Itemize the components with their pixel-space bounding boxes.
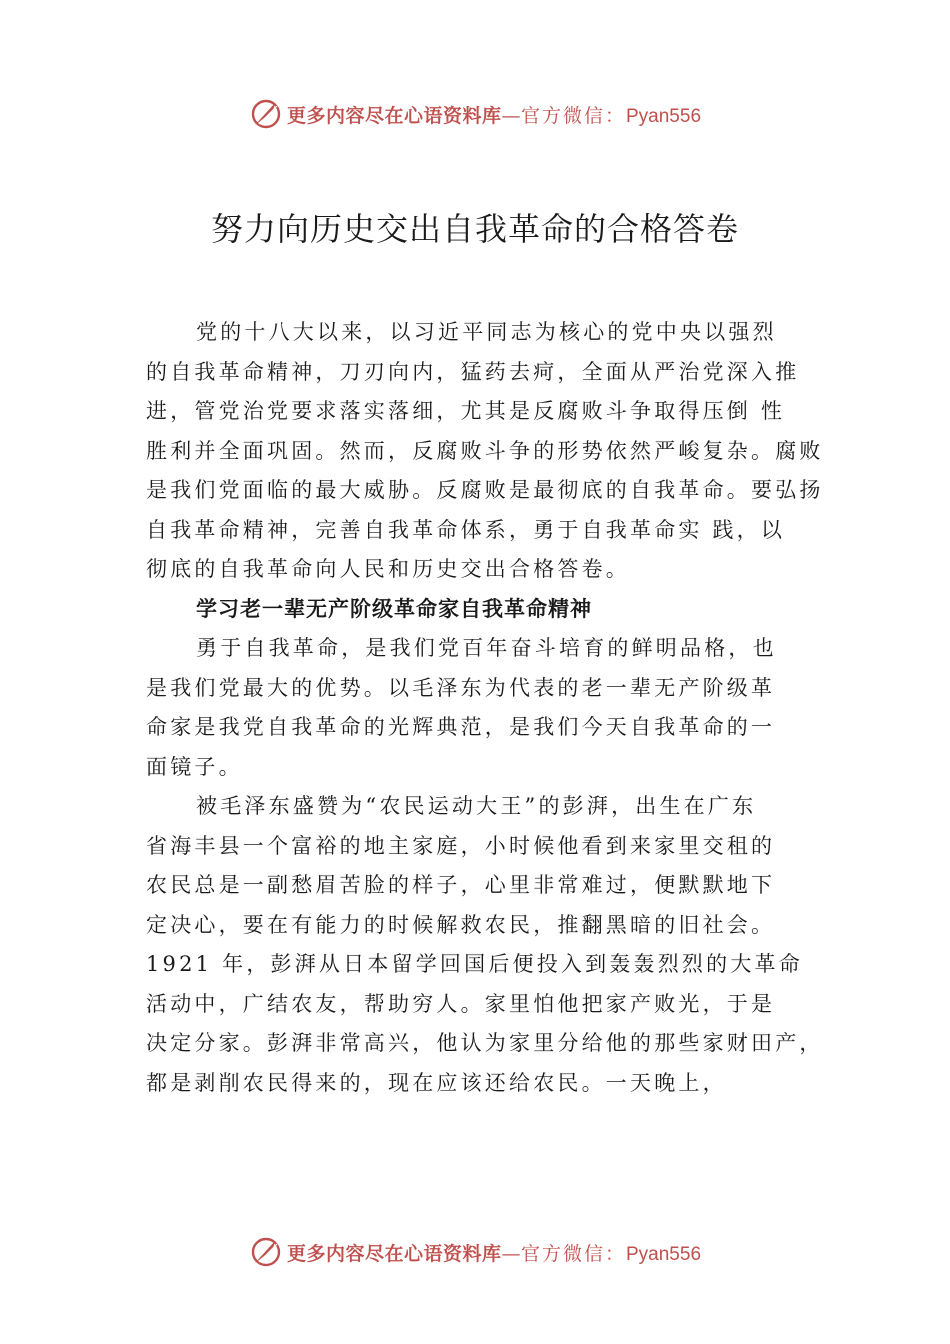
text-line: 农民总是一副愁眉苦脸的样子，心里非常难过，便默默地下 [146, 873, 776, 897]
text-line: 勇于自我革命，是我们党百年奋斗培育的鲜明品格，也 [196, 636, 777, 660]
text-line: 都是剥削农民得来的，现在应该还给农民。一天晚上， [146, 1070, 727, 1095]
section-heading: 学习老一辈无产阶级革命家自我革命精神 [196, 596, 592, 621]
banner-wechat-label: 官方微信： [520, 104, 626, 127]
document-body [146, 313, 836, 1103]
text-line: 是我们党面临的最大威胁。反腐败是最彻底的自我革命。要弘扬 [146, 478, 824, 502]
banner-wechat-id: Pyan556 [626, 105, 702, 127]
text-line: 自我革命精神，完善自我革命体系，勇于自我革命实 践，以 [146, 517, 786, 542]
banner-wechat-label: 官方微信： [520, 1242, 626, 1265]
banner-text [287, 101, 701, 128]
text-line: 是我们党最大的优势。以毛泽东为代表的老一辈无产阶级革 [146, 675, 776, 700]
banner-wechat-id: Pyan556 [626, 1243, 702, 1265]
text-line: 命家是我党自我革命的光辉典范，是我们今天自我革命的一 [146, 715, 776, 739]
text-line: 进，管党治党要求落实落细，尤其是反腐败斗争取得压倒 性 [146, 399, 786, 423]
text-line: 省海丰县一个富裕的地主家庭，小时候他看到来家里交租的 [146, 833, 776, 858]
quill-seal-icon [249, 97, 283, 131]
text-line: 决定分家。彭湃非常高兴，他认为家里分给他的那些家财田产， [146, 1031, 824, 1055]
text-line: 被毛泽东盛赞为“农民运动大王”的彭湃，出生在广东 [196, 794, 757, 818]
text-line: 面镜子。 [146, 754, 243, 779]
paragraph-2 [146, 629, 836, 787]
text-line: 的自我革命精神，刀刃向内，猛药去疴，全面从严治党深入推 [146, 359, 800, 384]
document-title: 努力向历史交出自我革命的合格答卷 [210, 210, 739, 248]
header-banner [0, 94, 950, 134]
text-line: 定决心，要在有能力的时候解救农民，推翻黑暗的旧社会。 [146, 912, 776, 937]
banner-main-text: 更多内容尽在心语资料库 [286, 1242, 502, 1265]
quill-seal-icon [249, 1235, 283, 1269]
banner-dash: — [501, 104, 521, 127]
text-line: 活动中，广结农友，帮助穷人。家里怕他把家产败光，于是 [146, 991, 776, 1016]
text-line: 党的十八大以来，以习近平同志为核心的党中央以强烈 [196, 320, 777, 344]
banner-main-text: 更多内容尽在心语资料库 [286, 104, 502, 127]
footer-banner [0, 1232, 950, 1272]
text-line: 胜利并全面巩固。然而，反腐败斗争的形势依然严峻复杂。腐败 [146, 438, 824, 463]
paragraph-3 [146, 787, 836, 1103]
text-line: 彻底的自我革命向人民和历史交出合格答卷。 [146, 557, 630, 581]
banner-dash: — [501, 1242, 521, 1265]
banner-text [287, 1239, 701, 1266]
paragraph-1 [146, 313, 836, 590]
text-line: 1921 年，彭湃从日本留学回国后便投入到轰轰烈烈的大革命 [146, 952, 803, 976]
